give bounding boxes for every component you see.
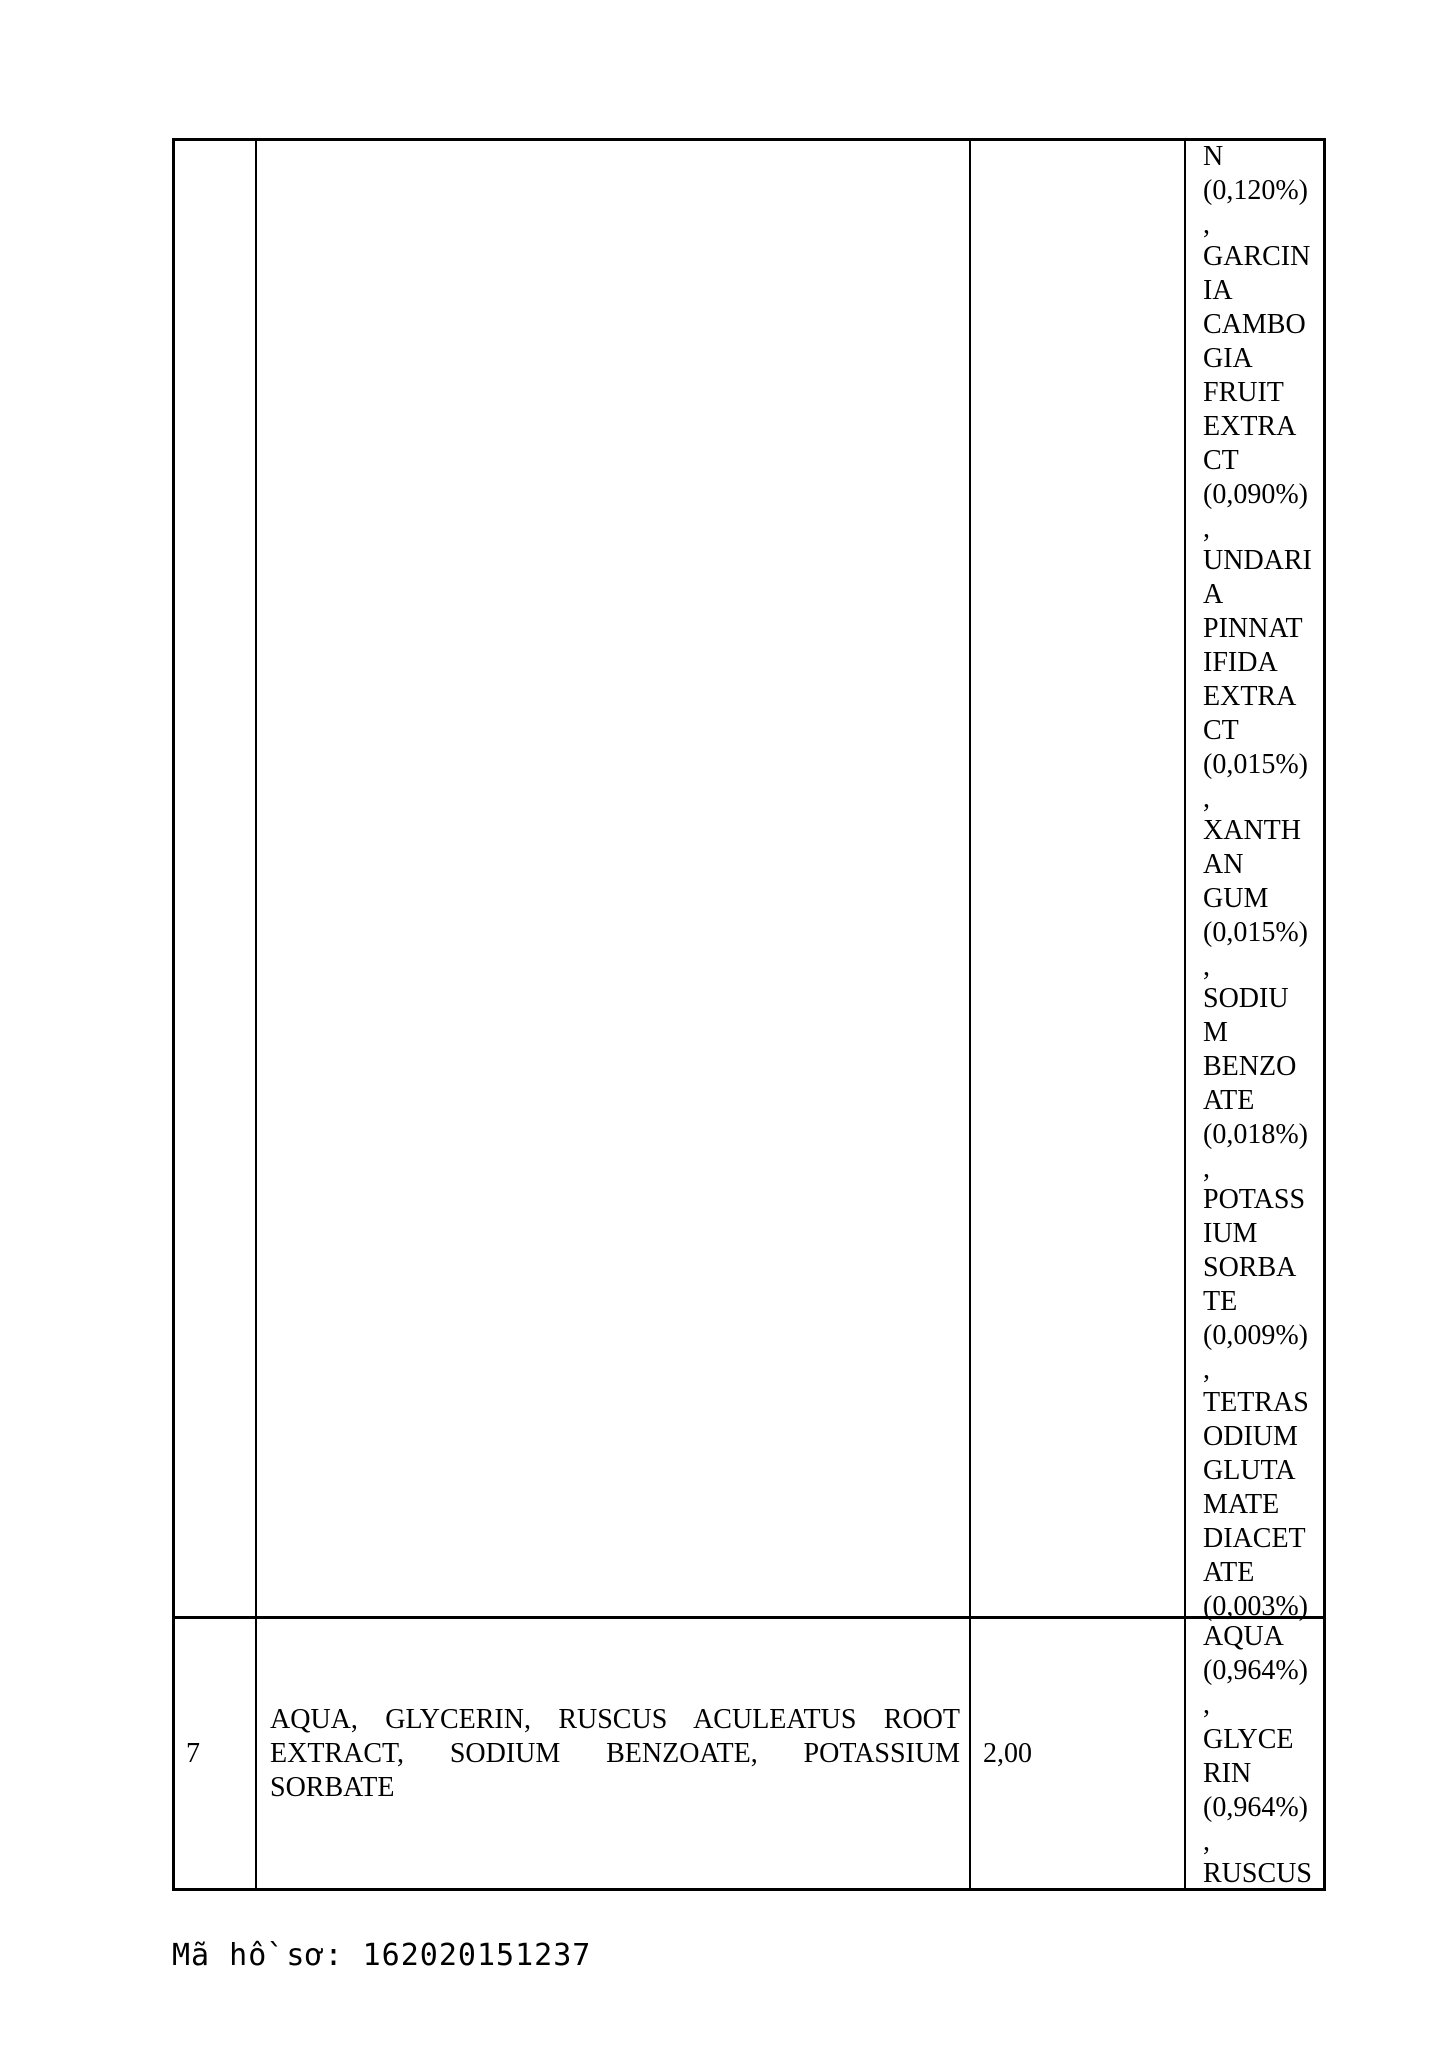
- ingredient-entry: UNDARI A PINNAT IFIDA EXTRA CT (0,015%) ,: [1203, 545, 1312, 814]
- row-divider: [172, 1616, 1326, 1619]
- record-code: Mã hồ sơ: 162020151237: [172, 1938, 592, 1973]
- ingredient-entry: TETRAS ODIUM GLUTA MATE DIACET ATE (0,003%): [1203, 1387, 1309, 1622]
- ingredient-entry: GARCIN IA CAMBO GIA FRUIT EXTRA CT (0,090%) ,: [1203, 241, 1311, 544]
- ingredient-entry: POTASS IUM SORBA TE (0,009%) ,: [1203, 1184, 1308, 1385]
- column-divider-1: [255, 138, 257, 1891]
- table-border-left: [172, 138, 175, 1891]
- ingredient-entry: GLYCE RIN (0,964%) ,: [1203, 1724, 1308, 1857]
- ingredient-entry: XANTH AN GUM (0,015%) ,: [1203, 815, 1308, 982]
- ingredient-entry: RUSCUS: [1203, 1858, 1312, 1889]
- composition-text: AQUA, GLYCERIN, RUSCUS ACULEATUS ROOT EXTRACT, SODIUM BENZOATE, POTASSIUM SORBATE: [270, 1704, 960, 1803]
- table-border-bottom: [172, 1888, 1326, 1891]
- concentration-value: 2,00: [983, 1738, 1032, 1769]
- table-border-top: [172, 138, 1326, 141]
- ingredient-entry: N (0,120%) ,: [1203, 141, 1308, 240]
- ingredient-entry: SODIU M BENZO ATE (0,018%) ,: [1203, 983, 1308, 1184]
- column-divider-2: [969, 138, 971, 1891]
- table-border-right: [1323, 138, 1326, 1891]
- column-divider-3: [1184, 138, 1186, 1891]
- ingredient-entry: AQUA (0,964%) ,: [1203, 1621, 1308, 1720]
- row-number: 7: [186, 1738, 200, 1769]
